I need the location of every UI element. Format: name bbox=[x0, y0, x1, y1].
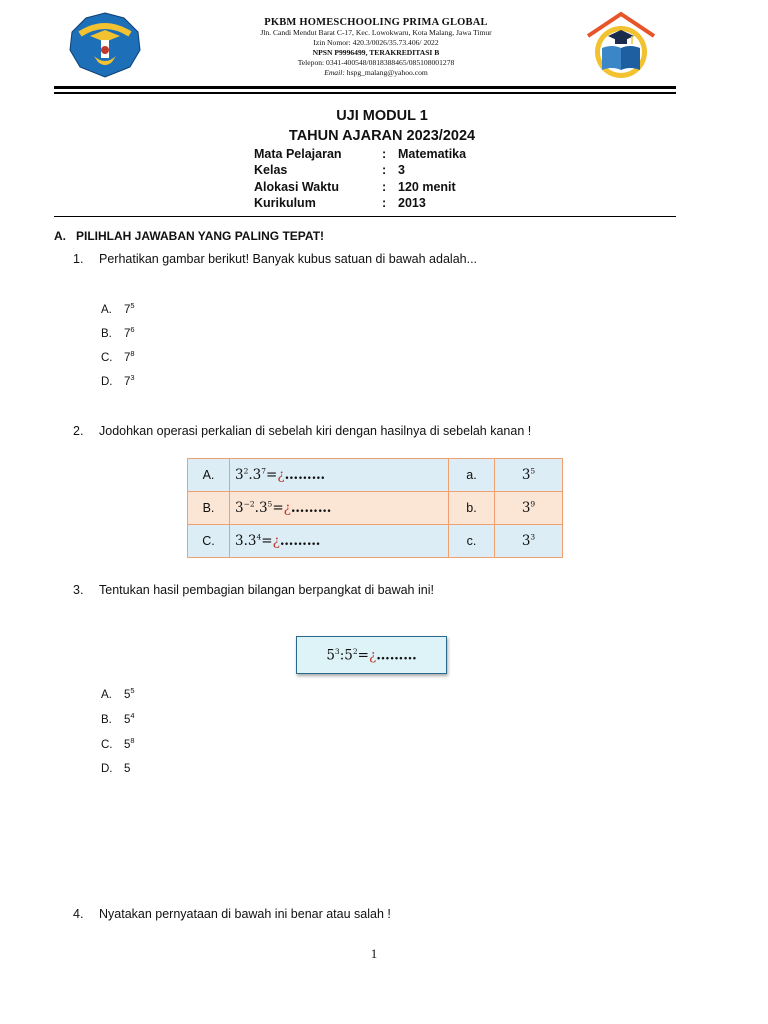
q1-option-d bbox=[101, 373, 135, 388]
option-letter: A. bbox=[101, 688, 112, 701]
option-exponent: 4 bbox=[130, 711, 135, 720]
base: 5 bbox=[326, 647, 335, 664]
match-row-a bbox=[188, 459, 563, 492]
result-cell bbox=[495, 492, 563, 525]
exponent: 9 bbox=[530, 499, 536, 509]
question-number: 2. bbox=[73, 424, 84, 438]
q3-option-b bbox=[101, 711, 135, 726]
operator: : bbox=[339, 647, 345, 664]
answer-dots: ……… bbox=[279, 533, 321, 550]
option-letter: C. bbox=[101, 738, 113, 751]
left-letter: C. bbox=[202, 534, 215, 548]
email-label: Email: bbox=[324, 68, 345, 77]
exam-meta bbox=[254, 146, 466, 212]
right-letter: b. bbox=[466, 501, 477, 515]
question-text: Nyatakan pernyataan di bawah ini benar atau salah ! bbox=[99, 907, 391, 921]
result-cell bbox=[495, 525, 563, 558]
result bbox=[522, 533, 535, 549]
division-formula bbox=[326, 647, 416, 664]
exponent: 2 bbox=[243, 466, 249, 476]
meta-colon: : bbox=[382, 179, 387, 194]
left-letter-cell bbox=[188, 459, 230, 492]
division-formula-box bbox=[296, 636, 447, 674]
option-base: 5 bbox=[124, 688, 131, 701]
meta-value: Matematika bbox=[398, 147, 467, 161]
base: 3 bbox=[258, 500, 268, 517]
left-letter-cell bbox=[188, 525, 230, 558]
q3-option-c bbox=[101, 736, 135, 751]
option-letter: B. bbox=[101, 327, 112, 340]
option-base: 7 bbox=[124, 327, 131, 340]
question-text: Jodohkan operasi perkalian di sebelah kiri dengan hasilnya di sebelah kanan ! bbox=[99, 424, 532, 438]
unknown-mark: ¿ bbox=[368, 647, 377, 664]
answer-dots: ……… bbox=[290, 500, 332, 517]
option-letter: A. bbox=[101, 303, 112, 316]
base: 3 bbox=[235, 500, 244, 517]
exponent: 4 bbox=[256, 532, 262, 542]
equals: = bbox=[272, 500, 284, 517]
exam-title-block bbox=[0, 106, 764, 146]
option-exponent: 6 bbox=[130, 325, 135, 334]
meta-row-subject bbox=[254, 146, 466, 162]
meta-label: Kurikulum bbox=[254, 196, 316, 211]
meta-label: Kelas bbox=[254, 163, 288, 178]
meta-value: 120 menit bbox=[398, 179, 456, 194]
question-number: 4. bbox=[73, 907, 84, 921]
exponent: 3 bbox=[530, 532, 536, 542]
matching-table bbox=[187, 458, 563, 558]
base: 3 bbox=[521, 500, 531, 517]
page-number: 1 bbox=[370, 946, 378, 961]
equals: = bbox=[266, 467, 278, 484]
exponent: −2 bbox=[243, 499, 255, 509]
section-a-heading: A. PILIHLAH JAWABAN YANG PALING TEPAT! bbox=[54, 229, 325, 243]
exponent: 5 bbox=[267, 499, 273, 509]
option-exponent: 8 bbox=[130, 349, 135, 358]
meta-label: Mata Pelajaran bbox=[254, 147, 342, 161]
expression-cell bbox=[230, 525, 449, 558]
meta-value: 2013 bbox=[398, 196, 426, 211]
meta-value: 3 bbox=[398, 163, 405, 178]
expression-cell bbox=[230, 492, 449, 525]
question-text: Tentukan hasil pembagian bilangan berpangkat di bawah ini! bbox=[99, 583, 434, 597]
option-exponent: 3 bbox=[130, 373, 135, 382]
meta-row-time bbox=[254, 179, 466, 195]
match-row-c bbox=[188, 525, 563, 558]
right-letter-cell bbox=[449, 459, 495, 492]
result bbox=[522, 500, 535, 516]
school-phone: Telepon: 0341-400548/0818388465/085108001278 bbox=[297, 58, 455, 67]
base: 3 bbox=[235, 533, 244, 550]
base: 3 bbox=[252, 467, 262, 484]
option-letter: B. bbox=[101, 713, 112, 726]
right-letter-cell bbox=[449, 525, 495, 558]
exam-title: UJI MODUL 1 bbox=[336, 108, 428, 124]
operator: . bbox=[248, 467, 253, 484]
option-base: 7 bbox=[124, 303, 131, 316]
operator: . bbox=[243, 533, 248, 550]
email-value: hspg_malang@yahoo.com bbox=[346, 68, 428, 77]
unknown-mark: ¿ bbox=[277, 467, 285, 484]
base: 3 bbox=[235, 467, 244, 484]
result bbox=[522, 467, 535, 483]
q3-option-d bbox=[101, 760, 130, 775]
meta-label: Alokasi Waktu bbox=[254, 179, 339, 194]
option-base: 5 bbox=[124, 762, 131, 775]
option-exponent: 5 bbox=[130, 686, 135, 695]
question-2 bbox=[73, 424, 531, 438]
q3-option-a bbox=[101, 686, 135, 701]
q1-option-a bbox=[101, 301, 135, 316]
question-4 bbox=[73, 907, 391, 921]
base: 3 bbox=[521, 467, 531, 484]
option-base: 5 bbox=[124, 738, 131, 751]
left-letter: B. bbox=[202, 501, 215, 515]
header-divider bbox=[54, 216, 676, 217]
right-letter: a. bbox=[466, 468, 477, 482]
operator: . bbox=[254, 500, 259, 517]
letterhead-text bbox=[200, 17, 552, 78]
q1-option-b bbox=[101, 325, 135, 340]
right-letter: c. bbox=[466, 534, 477, 548]
school-permit: Izin Nomor: 420.3/0026/35.73.406/ 2022 bbox=[313, 38, 439, 47]
option-letter: D. bbox=[101, 762, 113, 775]
homeschool-logo bbox=[584, 10, 658, 82]
exponent: 3 bbox=[334, 646, 340, 656]
unknown-mark: ¿ bbox=[272, 533, 280, 550]
question-3 bbox=[73, 583, 434, 597]
tut-wuri-handayani-logo bbox=[68, 12, 142, 78]
option-letter: C. bbox=[101, 351, 113, 364]
expression bbox=[235, 533, 320, 549]
meta-row-class bbox=[254, 162, 466, 178]
option-letter: D. bbox=[101, 375, 113, 388]
letterhead-rule-thick bbox=[54, 86, 676, 89]
question-1 bbox=[73, 252, 477, 266]
right-letter-cell bbox=[449, 492, 495, 525]
expression bbox=[235, 500, 331, 516]
exponent: 5 bbox=[530, 466, 536, 476]
answer-dots: ……… bbox=[284, 467, 326, 484]
school-npsn: NPSN P9996499, TERAKREDITASI B bbox=[312, 48, 440, 57]
school-address: Jln. Candi Mendut Barat C-17, Kec. Lowokwaru, Kota Malang, Jawa Timur bbox=[260, 28, 492, 37]
exponent: 7 bbox=[261, 466, 267, 476]
question-text: Perhatikan gambar berikut! Banyak kubus satuan di bawah adalah... bbox=[99, 252, 478, 266]
base: 3 bbox=[521, 533, 531, 550]
unknown-mark: ¿ bbox=[283, 500, 291, 517]
option-base: 7 bbox=[124, 351, 131, 364]
match-row-b bbox=[188, 492, 563, 525]
meta-row-curriculum bbox=[254, 195, 466, 211]
exam-year: TAHUN AJARAN 2023/2024 bbox=[288, 128, 476, 144]
meta-colon: : bbox=[382, 147, 387, 161]
left-letter: A. bbox=[202, 468, 215, 482]
answer-dots: ……… bbox=[376, 647, 417, 664]
letterhead-rule-thin bbox=[54, 92, 676, 94]
option-base: 5 bbox=[124, 713, 131, 726]
base: 5 bbox=[344, 647, 353, 664]
school-name: PKBM HOMESCHOOLING PRIMA GLOBAL bbox=[264, 17, 488, 28]
meta-colon: : bbox=[382, 196, 387, 211]
exponent: 2 bbox=[352, 646, 358, 656]
left-letter-cell bbox=[188, 492, 230, 525]
equals: = bbox=[357, 647, 369, 664]
equals: = bbox=[261, 533, 273, 550]
meta-colon: : bbox=[382, 163, 387, 178]
result-cell bbox=[495, 459, 563, 492]
school-email bbox=[200, 68, 552, 78]
expression bbox=[235, 467, 325, 483]
base: 3 bbox=[247, 533, 257, 550]
question-number: 3. bbox=[73, 583, 84, 597]
option-exponent: 5 bbox=[130, 301, 135, 310]
option-exponent: 8 bbox=[130, 736, 135, 745]
expression-cell bbox=[230, 459, 449, 492]
question-number: 1. bbox=[73, 252, 84, 266]
option-base: 7 bbox=[124, 375, 131, 388]
q1-option-c bbox=[101, 349, 135, 364]
